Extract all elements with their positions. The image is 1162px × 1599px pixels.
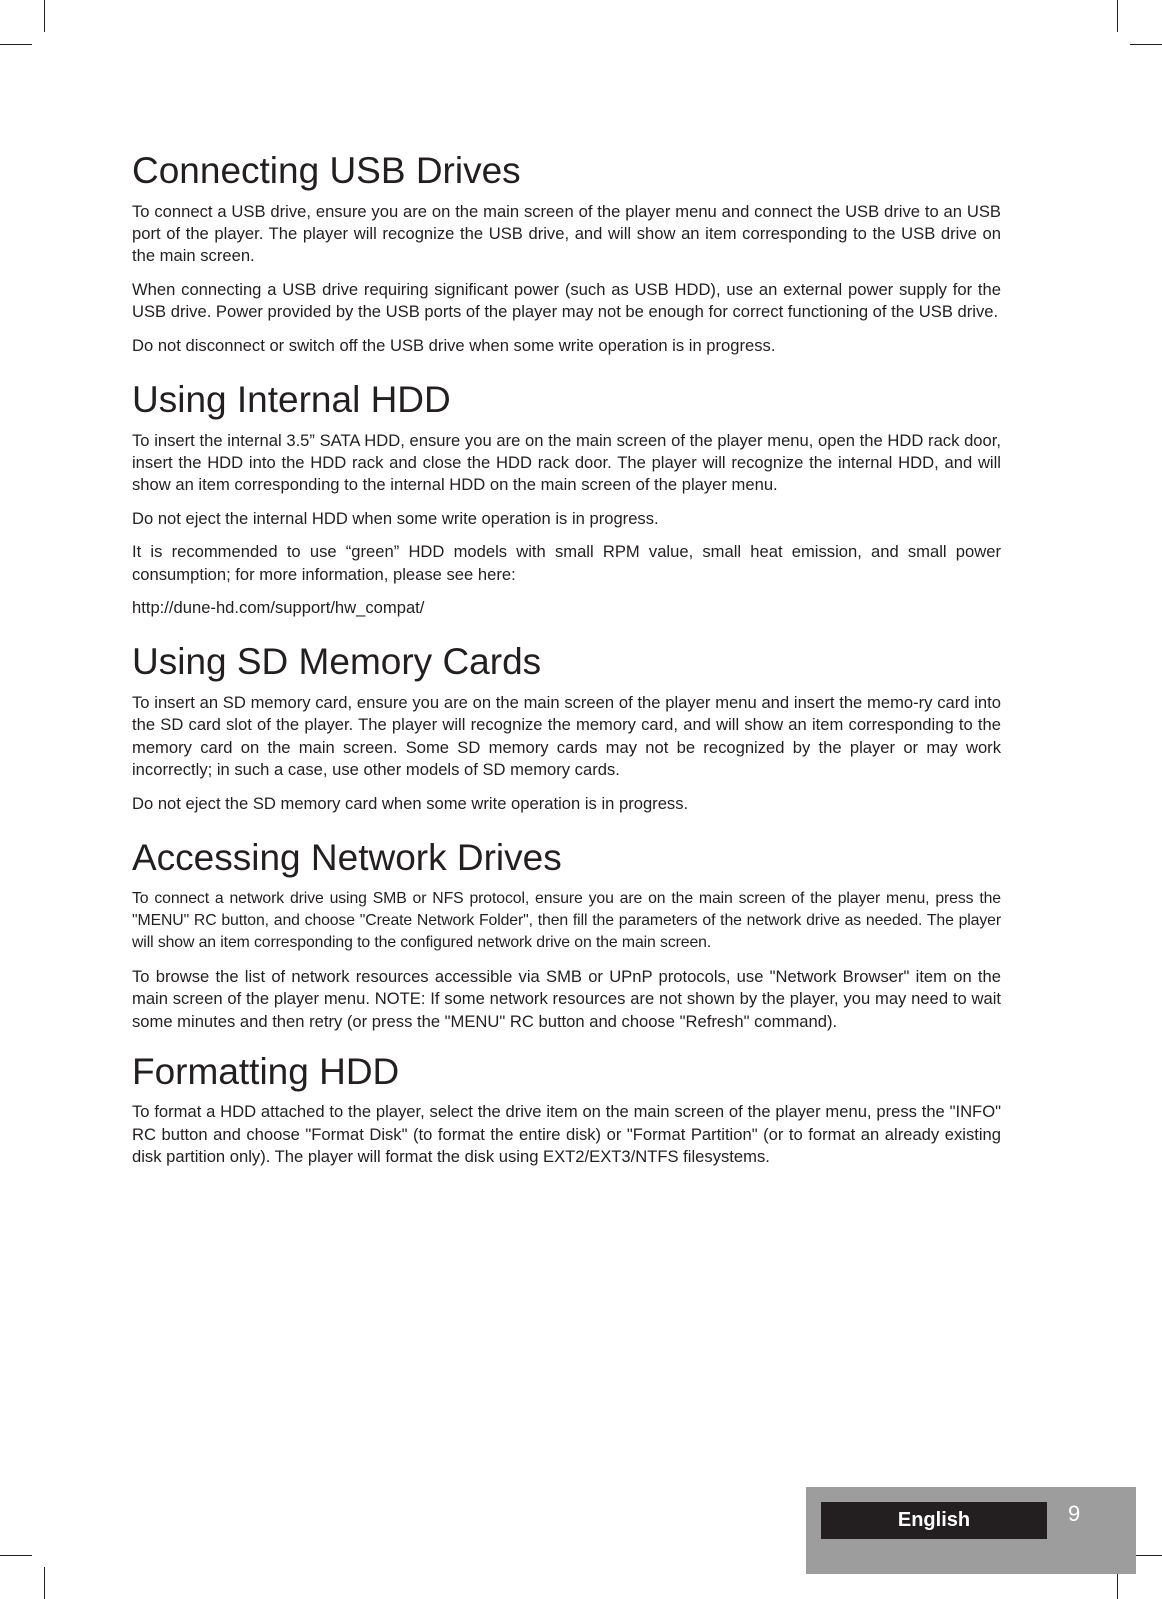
- crop-mark-bottom-left-horizontal: [0, 1555, 32, 1556]
- crop-mark-bottom-left-vertical: [44, 1567, 45, 1599]
- crop-mark-top-right-horizontal: [1130, 44, 1162, 45]
- paragraph: To connect a USB drive, ensure you are on the main screen of the player menu and connect the USB drive to an USB port of the player. The player will recognize the USB drive, and will show an item corresponding to the USB drive on the main screen.: [132, 201, 1001, 266]
- section-heading: Accessing Network Drives: [132, 836, 562, 878]
- section-heading: Formatting HDD: [132, 1050, 400, 1092]
- section-using-internal-hdd: [132, 379, 1001, 619]
- crop-mark-top-right-vertical: [1117, 0, 1118, 32]
- section-heading: Connecting USB Drives: [132, 150, 521, 191]
- paragraph: When connecting a USB drive requiring significant power (such as USB HDD), use an external power supply for the USB drive. Power provided by the USB ports of the player may not be enough for correct functioning of the USB drive.: [132, 279, 1001, 322]
- paragraph: It is recommended to use “green” HDD models with small RPM value, small heat emission, and small power consumption; for more information, please see here:: [132, 542, 1001, 584]
- paragraph: Do not eject the SD memory card when some write operation is in progress.: [132, 793, 689, 813]
- crop-mark-top-left-vertical: [44, 0, 45, 32]
- document-body: [132, 150, 1001, 1191]
- language-badge: English: [821, 1502, 1047, 1539]
- compat-link: http://dune-hd.com/support/hw_compat/: [132, 597, 425, 617]
- page-footer: [806, 1487, 1136, 1574]
- paragraph: To insert an SD memory card, ensure you are on the main screen of the player menu and insert the memo-ry card into the SD card slot of the player. The player will recognize the memory card, and will show an item corresponding to the memory card on the main screen. Some SD memory cards may not be recognized by the player or may work incorrectly; in such a case, use other models of SD memory cards.: [132, 692, 1001, 780]
- section-formatting-hdd: [132, 1051, 1001, 1169]
- section-using-sd-memory-cards: [132, 641, 1001, 815]
- section-connecting-usb-drives: [132, 150, 1001, 357]
- paragraph: To format a HDD attached to the player, select the drive item on the main screen of the player menu, press the "INFO" RC button and choose "Format Disk" (to format the entire disk) or "Format Partition" (or to format an already existing disk partition only). The player will format the disk using EXT2/EXT3/NTFS filesystems.: [132, 1102, 1001, 1167]
- section-accessing-network-drives: [132, 837, 1001, 1033]
- paragraph: To insert the internal 3.5” SATA HDD, ensure you are on the main screen of the player menu, open the HDD rack door, insert the HDD into the HDD rack and close the HDD rack door. The player will recognize the internal HDD, and will show an item corresponding to the internal HDD on the main screen of the player menu.: [132, 430, 1001, 495]
- paragraph: To browse the list of network resources accessible via SMB or UPnP protocols, use "Network Browser" item on the main screen of the player menu. NOTE: If some network resources are not shown by the player, you may need to wait some minutes and then retry (or press the "MENU" RC button and choose "Refresh" command).: [132, 966, 1001, 1031]
- paragraph: Do not eject the internal HDD when some write operation is in progress.: [132, 508, 659, 528]
- section-heading: Using Internal HDD: [132, 378, 451, 420]
- page-number: 9: [1068, 1501, 1081, 1526]
- paragraph: Do not disconnect or switch off the USB drive when some write operation is in progress.: [132, 335, 776, 355]
- crop-mark-top-left-horizontal: [0, 44, 32, 45]
- paragraph: To connect a network drive using SMB or NFS protocol, ensure you are on the main screen of the player menu, press the "MENU" RC button, and choose "Create Network Folder", then fill the parameters of the network drive as needed. The player will show an item corresponding to the configured network drive on the main screen.: [132, 889, 1001, 952]
- section-heading: Using SD Memory Cards: [132, 641, 542, 683]
